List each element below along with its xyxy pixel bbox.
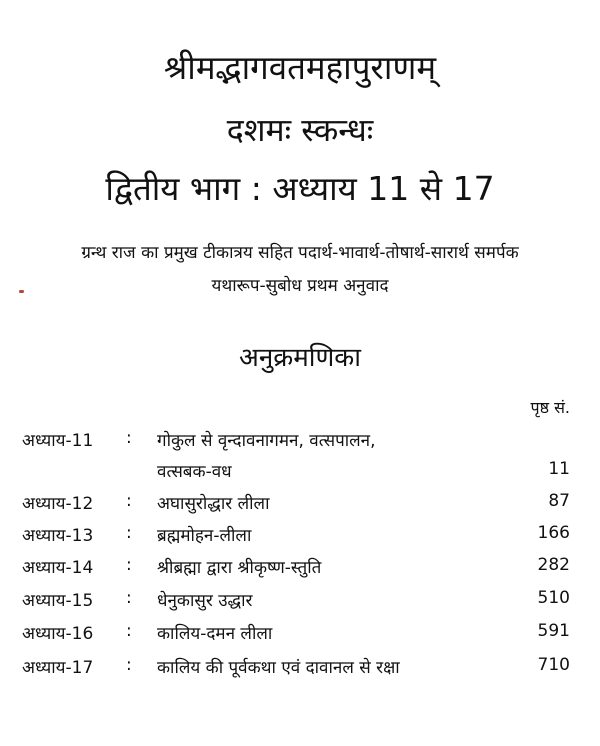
chapter-label: अध्याय-16 xyxy=(22,624,94,644)
toc-row xyxy=(0,655,600,685)
toc-row xyxy=(0,428,600,458)
chapter-title-continued: वत्सबक-वध xyxy=(157,462,232,482)
chapter-title: धेनुकासुर उद्धार xyxy=(157,591,253,611)
chapter-title: ब्रह्ममोहन-लीला xyxy=(157,526,252,546)
subtitle-line-1: ग्रन्थ राज का प्रमुख टीकात्रय सहित पदार्थ-भावार्थ-तोषार्थ-सारार्थ समर्पक xyxy=(81,243,519,263)
page-number: 510 xyxy=(537,588,570,608)
separator-colon: : xyxy=(126,588,132,608)
page-number: 282 xyxy=(537,555,570,575)
chapter-title: गोकुल से वृन्दावनागमन, वत्सपालन, xyxy=(157,431,376,451)
chapter-label: अध्याय-12 xyxy=(22,494,94,514)
toc-row xyxy=(0,491,600,521)
chapter-label: अध्याय-17 xyxy=(22,658,94,678)
chapter-title: कालिय-दमन लीला xyxy=(157,624,273,644)
toc-row xyxy=(0,523,600,553)
book-section: दशमः स्कन्धः xyxy=(226,111,374,149)
chapter-label: अध्याय-13 xyxy=(22,526,94,546)
chapter-title: कालिय की पूर्वकथा एवं दावानल से रक्षा xyxy=(157,658,400,678)
separator-colon: : xyxy=(126,523,132,543)
chapter-label: अध्याय-11 xyxy=(22,431,94,451)
toc-row xyxy=(0,621,600,651)
page-column-label: पृष्ठ सं. xyxy=(530,398,570,417)
separator-colon: : xyxy=(126,555,132,575)
separator-colon: : xyxy=(126,655,132,675)
page-number: 166 xyxy=(537,523,570,543)
separator-colon: : xyxy=(126,621,132,641)
separator-colon: : xyxy=(126,491,132,511)
toc-row-continuation xyxy=(0,459,600,489)
page-number: 710 xyxy=(537,655,570,675)
chapter-label: अध्याय-15 xyxy=(22,591,94,611)
page-number: 11 xyxy=(548,459,570,479)
toc-row xyxy=(0,588,600,618)
page-number: 591 xyxy=(537,621,570,641)
book-part: द्वितीय भाग : अध्याय 11 से 17 xyxy=(105,169,495,208)
subtitle-line-2: यथारूप-सुबोध प्रथम अनुवाद xyxy=(211,276,389,296)
page-number: 87 xyxy=(548,491,570,511)
toc-heading: अनुक्रमणिका xyxy=(238,343,362,373)
separator-colon: : xyxy=(126,428,132,448)
ink-mark xyxy=(19,290,24,293)
toc-row xyxy=(0,555,600,585)
book-title: श्रीमद्भागवतमहापुराणम् xyxy=(163,48,437,87)
chapter-title: श्रीब्रह्मा द्वारा श्रीकृष्ण-स्तुति xyxy=(157,558,322,578)
chapter-label: अध्याय-14 xyxy=(22,558,94,578)
chapter-title: अघासुरोद्धार लीला xyxy=(157,494,270,514)
